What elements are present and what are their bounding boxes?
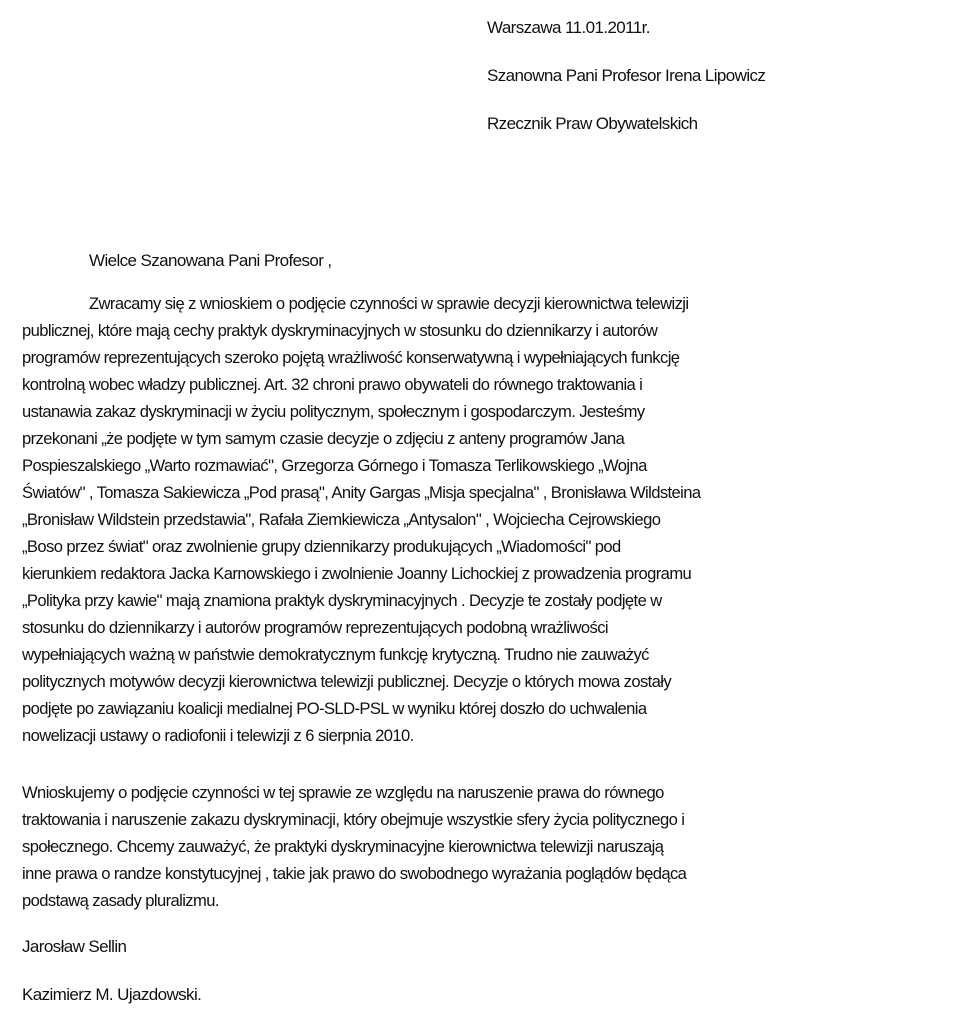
signature-ujazdowski: Kazimierz M. Ujazdowski. <box>22 985 202 1004</box>
letter-header <box>487 15 765 159</box>
paragraph-line: programów reprezentujących szeroko pojętą wrażliwość konserwatywną i wypełniających funkcję <box>22 348 680 367</box>
paragraph-line: publicznej, które mają cechy praktyk dyskryminacyjnych w stosunku do dziennikarzy i autorów <box>22 321 658 340</box>
paragraph-line: traktowania i naruszenie zakazu dyskryminacji, który obejmuje wszystkie sfery życia politycznego i <box>22 810 685 829</box>
paragraph-line: nowelizacji ustawy o radiofonii i telewizji z 6 sierpnia 2010. <box>22 726 414 745</box>
paragraph-line: inne prawa o randze konstytucyjnej , takie jak prawo do swobodnego wyrażania poglądów będąca <box>22 864 687 883</box>
paragraph-line: Wnioskujemy o podjęcie czynności w tej sprawie ze względu na naruszenie prawa do równego <box>22 783 664 802</box>
paragraph-line: podjęte po zawiązaniu koalicji medialnej PO-SLD-PSL w wyniku której doszło do uchwalenia <box>22 699 647 718</box>
paragraph-line: politycznych motywów decyzji kierownictwa telewizji publicznej. Decyzje o których mowa zostały <box>22 672 672 691</box>
paragraph-line: stosunku do dziennikarzy i autorów programów reprezentujących podobną wrażliwości <box>22 618 608 637</box>
paragraph-line: Światów" , Tomasza Sakiewicza „Pod prasą", Anity Gargas „Misja specjalna" , Bronisława Wildsteina <box>22 483 701 502</box>
paragraph-line: „Polityka przy kawie" mają znamiona praktyk dyskryminacyjnych . Decyzje te zostały podjęte w <box>22 591 662 610</box>
signature-sellin: Jarosław Sellin <box>22 937 127 956</box>
paragraph-line: Zwracamy się z wnioskiem o podjęcie czynności w sprawie decyzji kierownictwa telewizji <box>89 294 689 313</box>
paragraph-line: kierunkiem redaktora Jacka Karnowskiego i zwolnienie Joanny Lichockiej z prowadzenia programu <box>22 564 692 583</box>
office-line: Rzecznik Praw Obywatelskich <box>487 114 698 133</box>
date-line: Warszawa 11.01.2011r. <box>487 18 650 37</box>
paragraph-line: podstawą zasady pluralizmu. <box>22 891 219 910</box>
addressee-line: Szanowna Pani Profesor Irena Lipowicz <box>487 66 766 85</box>
body-paragraph-2 <box>22 779 882 914</box>
paragraph-line: „Boso przez świat" oraz zwolnienie grupy dziennikarzy produkujących „Wiadomości" pod <box>22 537 621 556</box>
paragraph-line: społecznego. Chcemy zauważyć, że praktyki dyskryminacyjne kierownictwa telewizji naruszają <box>22 837 664 856</box>
paragraph-line: wypełniających ważną w państwie demokratycznym funkcję krytyczną. Trudno nie zauważyć <box>22 645 649 664</box>
salutation: Wielce Szanowana Pani Profesor , <box>89 251 332 270</box>
paragraph-line: przekonani „że podjęte w tym samym czasie decyzje o zdjęciu z anteny programów Jana <box>22 429 625 448</box>
paragraph-line: kontrolną wobec władzy publicznej. Art. 32 chroni prawo obywateli do równego traktowania i <box>22 375 643 394</box>
body-paragraph-1 <box>22 290 882 749</box>
paragraph-line: Pospieszalskiego „Warto rozmawiać", Grzegorza Górnego i Tomasza Terlikowskiego „Wojna <box>22 456 647 475</box>
paragraph-line: ustanawia zakaz dyskryminacji w życiu politycznym, społecznym i gospodarczym. Jesteśmy <box>22 402 645 421</box>
paragraph-line: „Bronisław Wildstein przedstawia", Rafała Ziemkiewicza „Antysalon" , Wojciecha Cejrowskiego <box>22 510 661 529</box>
